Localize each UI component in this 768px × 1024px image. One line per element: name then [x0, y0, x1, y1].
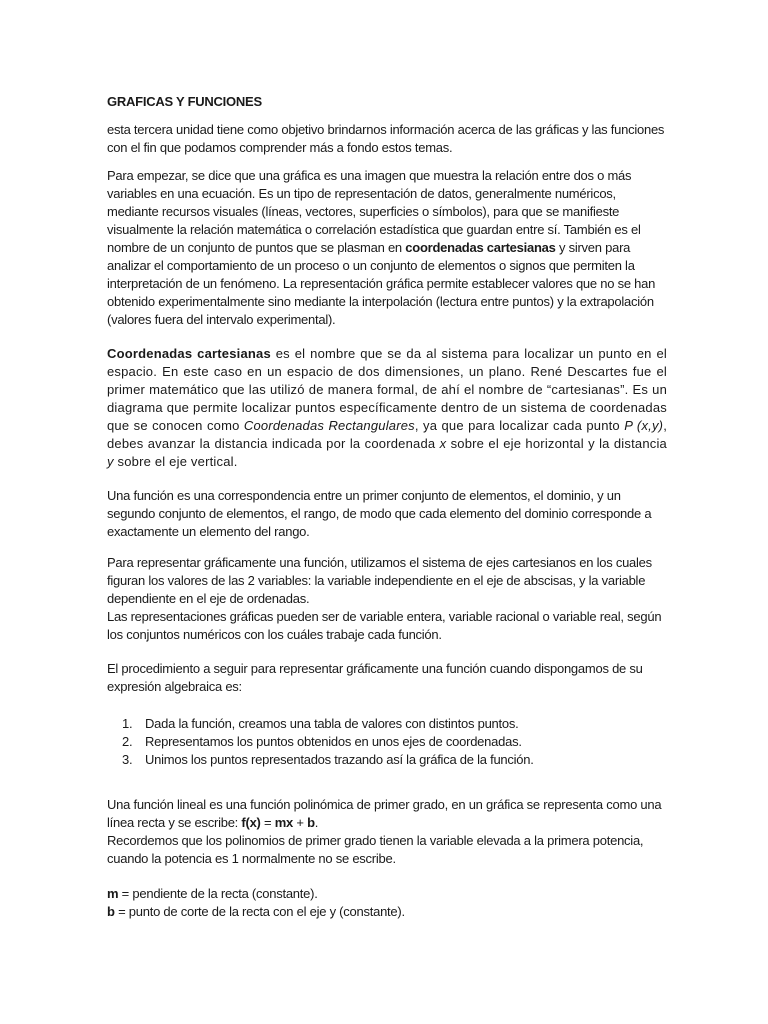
symbol: b [107, 904, 115, 919]
definition-text: = pendiente de la recta (constante). [118, 886, 318, 901]
definitions [107, 885, 667, 921]
italic-term: y [107, 454, 114, 469]
italic-term: P (x,y) [624, 418, 664, 433]
list-item [122, 715, 705, 733]
step-text: Unimos los puntos representados trazando así la gráfica de la función. [145, 752, 534, 767]
function-definition-paragraph: Una función es una correspondencia entre un primer conjunto de elementos, el dominio, y un segundo conjunto de elementos, el rango, de modo que cada elemento del dominio corresponde a exactamente un elemento del rango. [107, 488, 652, 539]
graph-definition-paragraph [107, 167, 667, 329]
formula-fx: f(x) [241, 815, 261, 830]
procedure-intro: El procedimiento a seguir para representar gráficamente una función cuando dispongamos de su expresión algebraica es: [107, 661, 643, 694]
intro-paragraph: esta tercera unidad tiene como objetivo brindarnos información acerca de las gráficas y las funciones con el fin que podamos comprender más a fondo estos temas. [107, 122, 665, 155]
text-run: Para representar gráficamente una función, utilizamos el sistema de ejes cartesianos en los cuales figuran los valores de las 2 variables: la variable independiente en el eje de abscisas, y la variable dependiente en el eje de ordenadas. [107, 555, 652, 606]
step-number: 1. [122, 716, 133, 731]
text-run: + [293, 815, 308, 830]
definition-text: = punto de corte de la recta con el eje y (constante). [114, 904, 405, 919]
graphing-paragraph [107, 554, 667, 644]
text-run: Las representaciones gráficas pueden ser de variable entera, variable racional o variable real, según los conjuntos numéricos con los cuáles trabaje cada función. [107, 609, 662, 642]
list-item [122, 751, 705, 769]
text-run: y sirven para analizar el comportamiento de un proceso o un conjunto de elementos o signos que permiten la interpretación de un fenómeno. La representación gráfica permite establecer valores que no se han obtenido experimentalmente sino mediante la interpolación (lectura entre puntos) y la extrapolación (valores fuera del intervalo experimental). [107, 240, 656, 327]
text-run: es el nombre que se da al sistema para localizar un punto en el espacio. En este caso en un espacio de dos dimensiones, un plano. René Descartes fue el primer matemático que las utilizó de manera formal, de ahí el nombre de “cartesianas”. Es un diagrama que permite localizar puntos específicamente dentro de un sistema de coordenadas que se conocen como [107, 346, 667, 433]
text-run: , debes avanzar la distancia indicada por la coordenada [107, 418, 667, 451]
page-title: GRAFICAS Y FUNCIONES [107, 94, 262, 109]
text-run: , ya que para localizar cada punto [414, 418, 625, 433]
formula-mx: mx [274, 815, 293, 830]
bold-term: coordenadas cartesianas [405, 240, 556, 255]
procedure-steps [107, 715, 705, 769]
text-run: sobre el eje horizontal y la distancia [446, 436, 667, 451]
text-run [107, 796, 667, 832]
text-run: . [314, 815, 319, 830]
bold-term: Coordenadas cartesianas [107, 346, 271, 361]
text-run: Una función lineal es una función polinómica de primer grado, en un gráfica se representa como una línea recta y se escribe: [107, 797, 662, 830]
italic-term: Coordenadas Rectangulares [243, 418, 415, 433]
text-run: Para empezar, se dice que una gráfica es una imagen que muestra la relación entre dos o más variables en una ecuación. Es un tipo de representación de datos, generalmente numéricos, mediante recursos visuales (líneas, vectores, superficies o símbolos), para que se manifieste visualmente la relación matemática o correlación estadística que guardan entre sí. También es el nombre de un conjunto de puntos que se plasman en [107, 168, 641, 255]
italic-term: x [439, 436, 447, 451]
linear-function-paragraph [107, 796, 667, 868]
symbol: m [107, 886, 119, 901]
text-run: sobre el eje vertical. [113, 454, 238, 469]
text-run: = [260, 815, 275, 830]
step-number: 3. [122, 752, 133, 767]
step-number: 2. [122, 734, 133, 749]
definition-m [107, 885, 667, 903]
step-text: Dada la función, creamos una tabla de valores con distintos puntos. [145, 716, 519, 731]
definition-b [107, 903, 667, 921]
cartesian-paragraph [107, 345, 667, 471]
list-item [122, 733, 705, 751]
step-text: Representamos los puntos obtenidos en unos ejes de coordenadas. [145, 734, 522, 749]
formula-b: b [307, 815, 315, 830]
text-run: Recordemos que los polinomios de primer grado tienen la variable elevada a la primera potencia, cuando la potencia es 1 normalmente no se escribe. [107, 833, 644, 866]
